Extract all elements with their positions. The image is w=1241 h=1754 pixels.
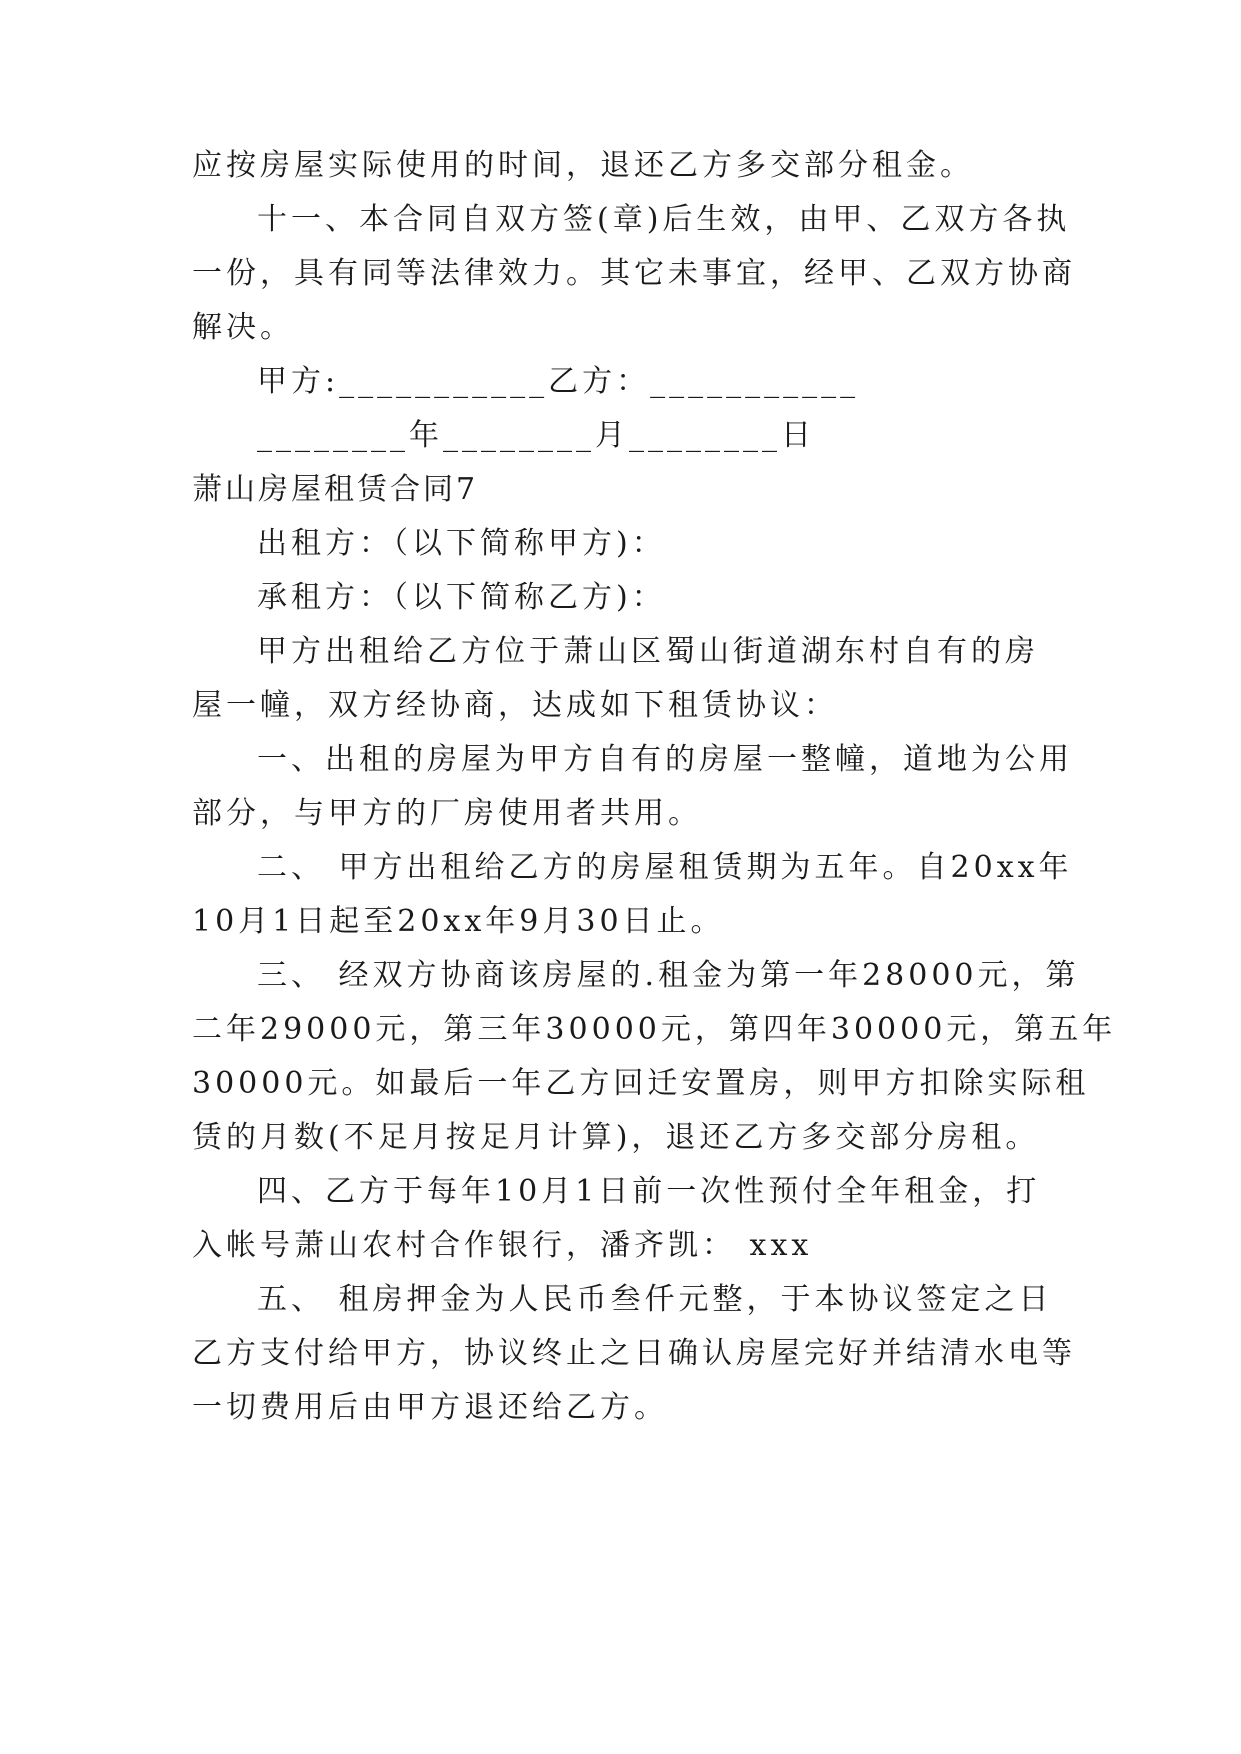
signature-line: 甲方:___________乙方：___________	[257, 364, 860, 399]
paragraph-line: 应按房屋实际使用的时间，退还乙方多交部分租金。	[192, 148, 974, 183]
paragraph-line: 二、 甲方出租给乙方的房屋租赁期为五年。自20xx年	[257, 850, 1073, 885]
paragraph-line: 解决。	[192, 310, 294, 345]
paragraph-line: 十一、本合同自双方签(章)后生效，由甲、乙双方各执	[257, 202, 1071, 237]
paragraph-line: 五、 租房押金为人民币叁仟元整，于本协议签定之日	[257, 1282, 1053, 1317]
party-line: 出租方：（以下简称甲方)：	[257, 526, 666, 561]
paragraph-line: 三、 经双方协商该房屋的.租金为第一年28000元，第	[257, 958, 1080, 993]
paragraph-line: 一、出租的房屋为甲方自有的房屋一整幢，道地为公用	[257, 742, 1073, 777]
paragraph-line: 乙方支付给甲方，协议终止之日确认房屋完好并结清水电等	[192, 1336, 1076, 1371]
paragraph-line: 入帐号萧山农村合作银行，潘齐凯： xxx	[192, 1228, 813, 1263]
paragraph-line: 10月1日起至20xx年9月30日止。	[192, 904, 725, 939]
paragraph-line: 一份，具有同等法律效力。其它未事宜，经甲、乙双方协商	[192, 256, 1076, 291]
paragraph-line: 甲方出租给乙方位于萧山区蜀山街道湖东村自有的房	[257, 634, 1039, 669]
paragraph-line: 赁的月数(不足月按足月计算)，退还乙方多交部分房租。	[192, 1120, 1040, 1155]
paragraph-line: 屋一幢，双方经协商，达成如下租赁协议：	[192, 688, 838, 723]
section-title: 萧山房屋租赁合同7	[192, 472, 479, 507]
party-line: 承租方：（以下简称乙方)：	[257, 580, 666, 615]
paragraph-line: 30000元。如最后一年乙方回迁安置房，则甲方扣除实际租	[192, 1066, 1090, 1101]
paragraph-line: 四、乙方于每年10月1日前一次性预付全年租金，打	[257, 1174, 1041, 1209]
paragraph-line: 一切费用后由甲方退还给乙方。	[192, 1390, 668, 1425]
paragraph-line: 二年29000元，第三年30000元，第四年30000元，第五年	[192, 1012, 1117, 1047]
paragraph-line: 部分，与甲方的厂房使用者共用。	[192, 796, 702, 831]
date-line: ________年________月________日	[257, 418, 815, 453]
